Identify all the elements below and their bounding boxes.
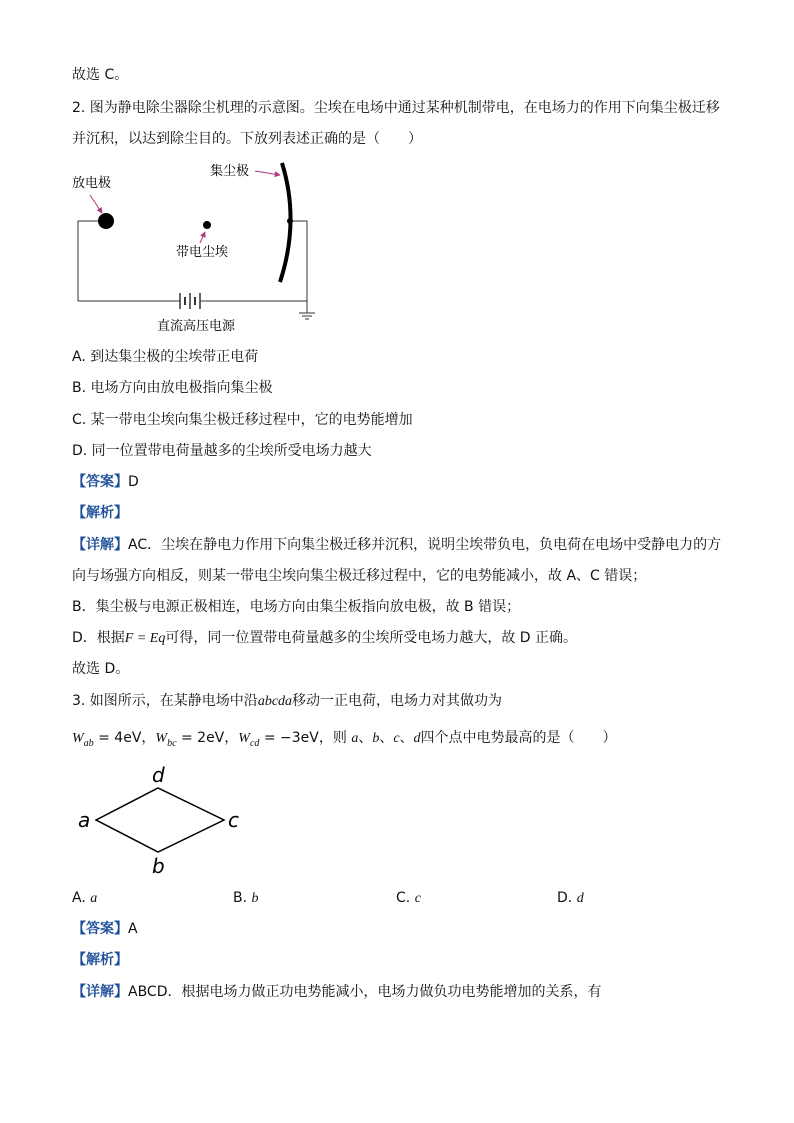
point-label: a — [351, 731, 359, 746]
q2-stem-line2: 并沉积，以达到除尘目的。下放列表述正确的是（ ） — [72, 131, 422, 147]
vertex-c: c — [228, 808, 239, 832]
discharge-electrode — [98, 213, 114, 229]
q3-option-d — [557, 888, 584, 909]
path-label: abcda — [257, 694, 293, 709]
stem-text: 3. 如图所示，在某静电场中沿 — [72, 693, 258, 709]
option-value: b — [251, 891, 259, 906]
q3-stem-line1 — [72, 691, 502, 712]
q3-detail-line1 — [72, 982, 602, 1002]
q2-answer — [72, 472, 139, 492]
work-subscript: bc — [167, 737, 177, 749]
label-charged-dust: 带电尘埃 — [176, 245, 229, 260]
separator: 、 — [379, 730, 394, 746]
stem-text: 则 — [332, 730, 352, 746]
q2-detail-line2: 向与场强方向相反，则某一带电尘埃向集尘极迁移过程中，它的电势能减小，故 A、C 错误； — [72, 568, 647, 584]
work-symbol: W — [155, 731, 168, 746]
q2-stem-line1: 2. 图为静电除尘器除尘机理的示意图。尘埃在电场中通过某种机制带电，在电场力的作用下向集尘极迁移 — [72, 100, 720, 116]
label-discharge-electrode: 放电极 — [72, 176, 112, 191]
stem-text: 四个点中电势最高的是（ ） — [420, 730, 617, 746]
point-label: c — [393, 731, 400, 746]
work-symbol: W — [238, 731, 250, 746]
label-collector-electrode: 集尘极 — [210, 164, 250, 179]
pointer-arrow — [90, 195, 102, 213]
formula-f-eq: F = Eq — [124, 631, 166, 646]
vertex-b: b — [152, 854, 165, 878]
detail-tag: 【详解】 — [72, 537, 128, 553]
q3-option-a — [72, 888, 97, 909]
q2-detail-line3: B．集尘极与电源正极相连，电场方向由集尘板指向放电极，故 B 错误； — [72, 599, 521, 615]
work-value: = 2eV， — [176, 730, 239, 746]
q3-analysis-tag — [72, 950, 128, 970]
option-value: d — [576, 891, 584, 906]
q2-option-d: D. 同一位置带电荷量越多的尘埃所受电场力越大 — [72, 443, 372, 459]
analysis-tag: 【解析】 — [72, 505, 128, 521]
answer-value: A — [128, 921, 138, 937]
point-label: b — [372, 731, 380, 746]
q3-figure-rhombus — [70, 760, 250, 880]
detail-text: AC．尘埃在静电力作用下向集尘极迁移并沉积，说明尘埃带负电，负电荷在电场中受静电力的方 — [128, 537, 722, 553]
answer-tag: 【答案】 — [72, 921, 128, 937]
collector-contact — [287, 218, 293, 224]
charged-dust-particle — [203, 221, 211, 229]
answer-value: D — [128, 474, 139, 490]
option-label: A. — [72, 890, 91, 906]
q1-conclusion: 故选 C。 — [72, 67, 129, 83]
pointer-arrow — [200, 232, 205, 243]
q2-option-b: B. 电场方向由放电极指向集尘极 — [72, 380, 273, 396]
rhombus-path — [96, 788, 224, 852]
answer-tag: 【答案】 — [72, 474, 128, 490]
work-subscript: cd — [249, 737, 260, 749]
work-symbol: W — [72, 731, 84, 746]
option-value: c — [414, 891, 421, 906]
work-value: = 4eV， — [93, 730, 156, 746]
separator: 、 — [358, 730, 373, 746]
stem-text: 移动一正电荷，电场力对其做功为 — [292, 693, 503, 709]
circuit-wire-left — [78, 221, 180, 301]
q3-stem-line2 — [72, 728, 617, 754]
label-dc-high-voltage-source: 直流高压电源 — [157, 319, 236, 334]
q2-option-a: A. 到达集尘极的尘埃带正电荷 — [72, 349, 259, 365]
q3-option-c — [396, 888, 421, 909]
point-label: d — [413, 731, 421, 746]
pointer-arrow — [255, 171, 280, 175]
option-label: C. — [396, 890, 415, 906]
detail-text: 可得，同一位置带电荷量越多的尘埃所受电场力越大，故 D 正确。 — [165, 630, 578, 646]
work-value: = −3eV， — [259, 730, 333, 746]
vertex-a: a — [78, 808, 91, 832]
detail-tag: 【详解】 — [72, 984, 128, 1000]
option-label: D. — [557, 890, 577, 906]
option-value: a — [90, 891, 98, 906]
option-label: B. — [233, 890, 252, 906]
q2-conclusion: 故选 D。 — [72, 661, 130, 677]
q2-figure-electrostatic-precipitator — [60, 155, 340, 340]
analysis-tag: 【解析】 — [72, 952, 128, 968]
work-subscript: ab — [83, 737, 94, 749]
detail-text: D．根据 — [72, 630, 125, 646]
q2-option-c: C. 某一带电尘埃向集尘极迁移过程中，它的电势能增加 — [72, 412, 413, 428]
q2-analysis-tag — [72, 503, 128, 523]
q2-detail-line1 — [72, 535, 721, 555]
detail-text: ABCD．根据电场力做正功电势能减小，电场力做负功电势能增加的关系，有 — [128, 984, 602, 1000]
q2-detail-line4 — [72, 628, 577, 649]
separator: 、 — [399, 730, 414, 746]
q3-option-b — [233, 888, 259, 909]
vertex-d: d — [152, 763, 165, 787]
q3-answer — [72, 919, 138, 939]
